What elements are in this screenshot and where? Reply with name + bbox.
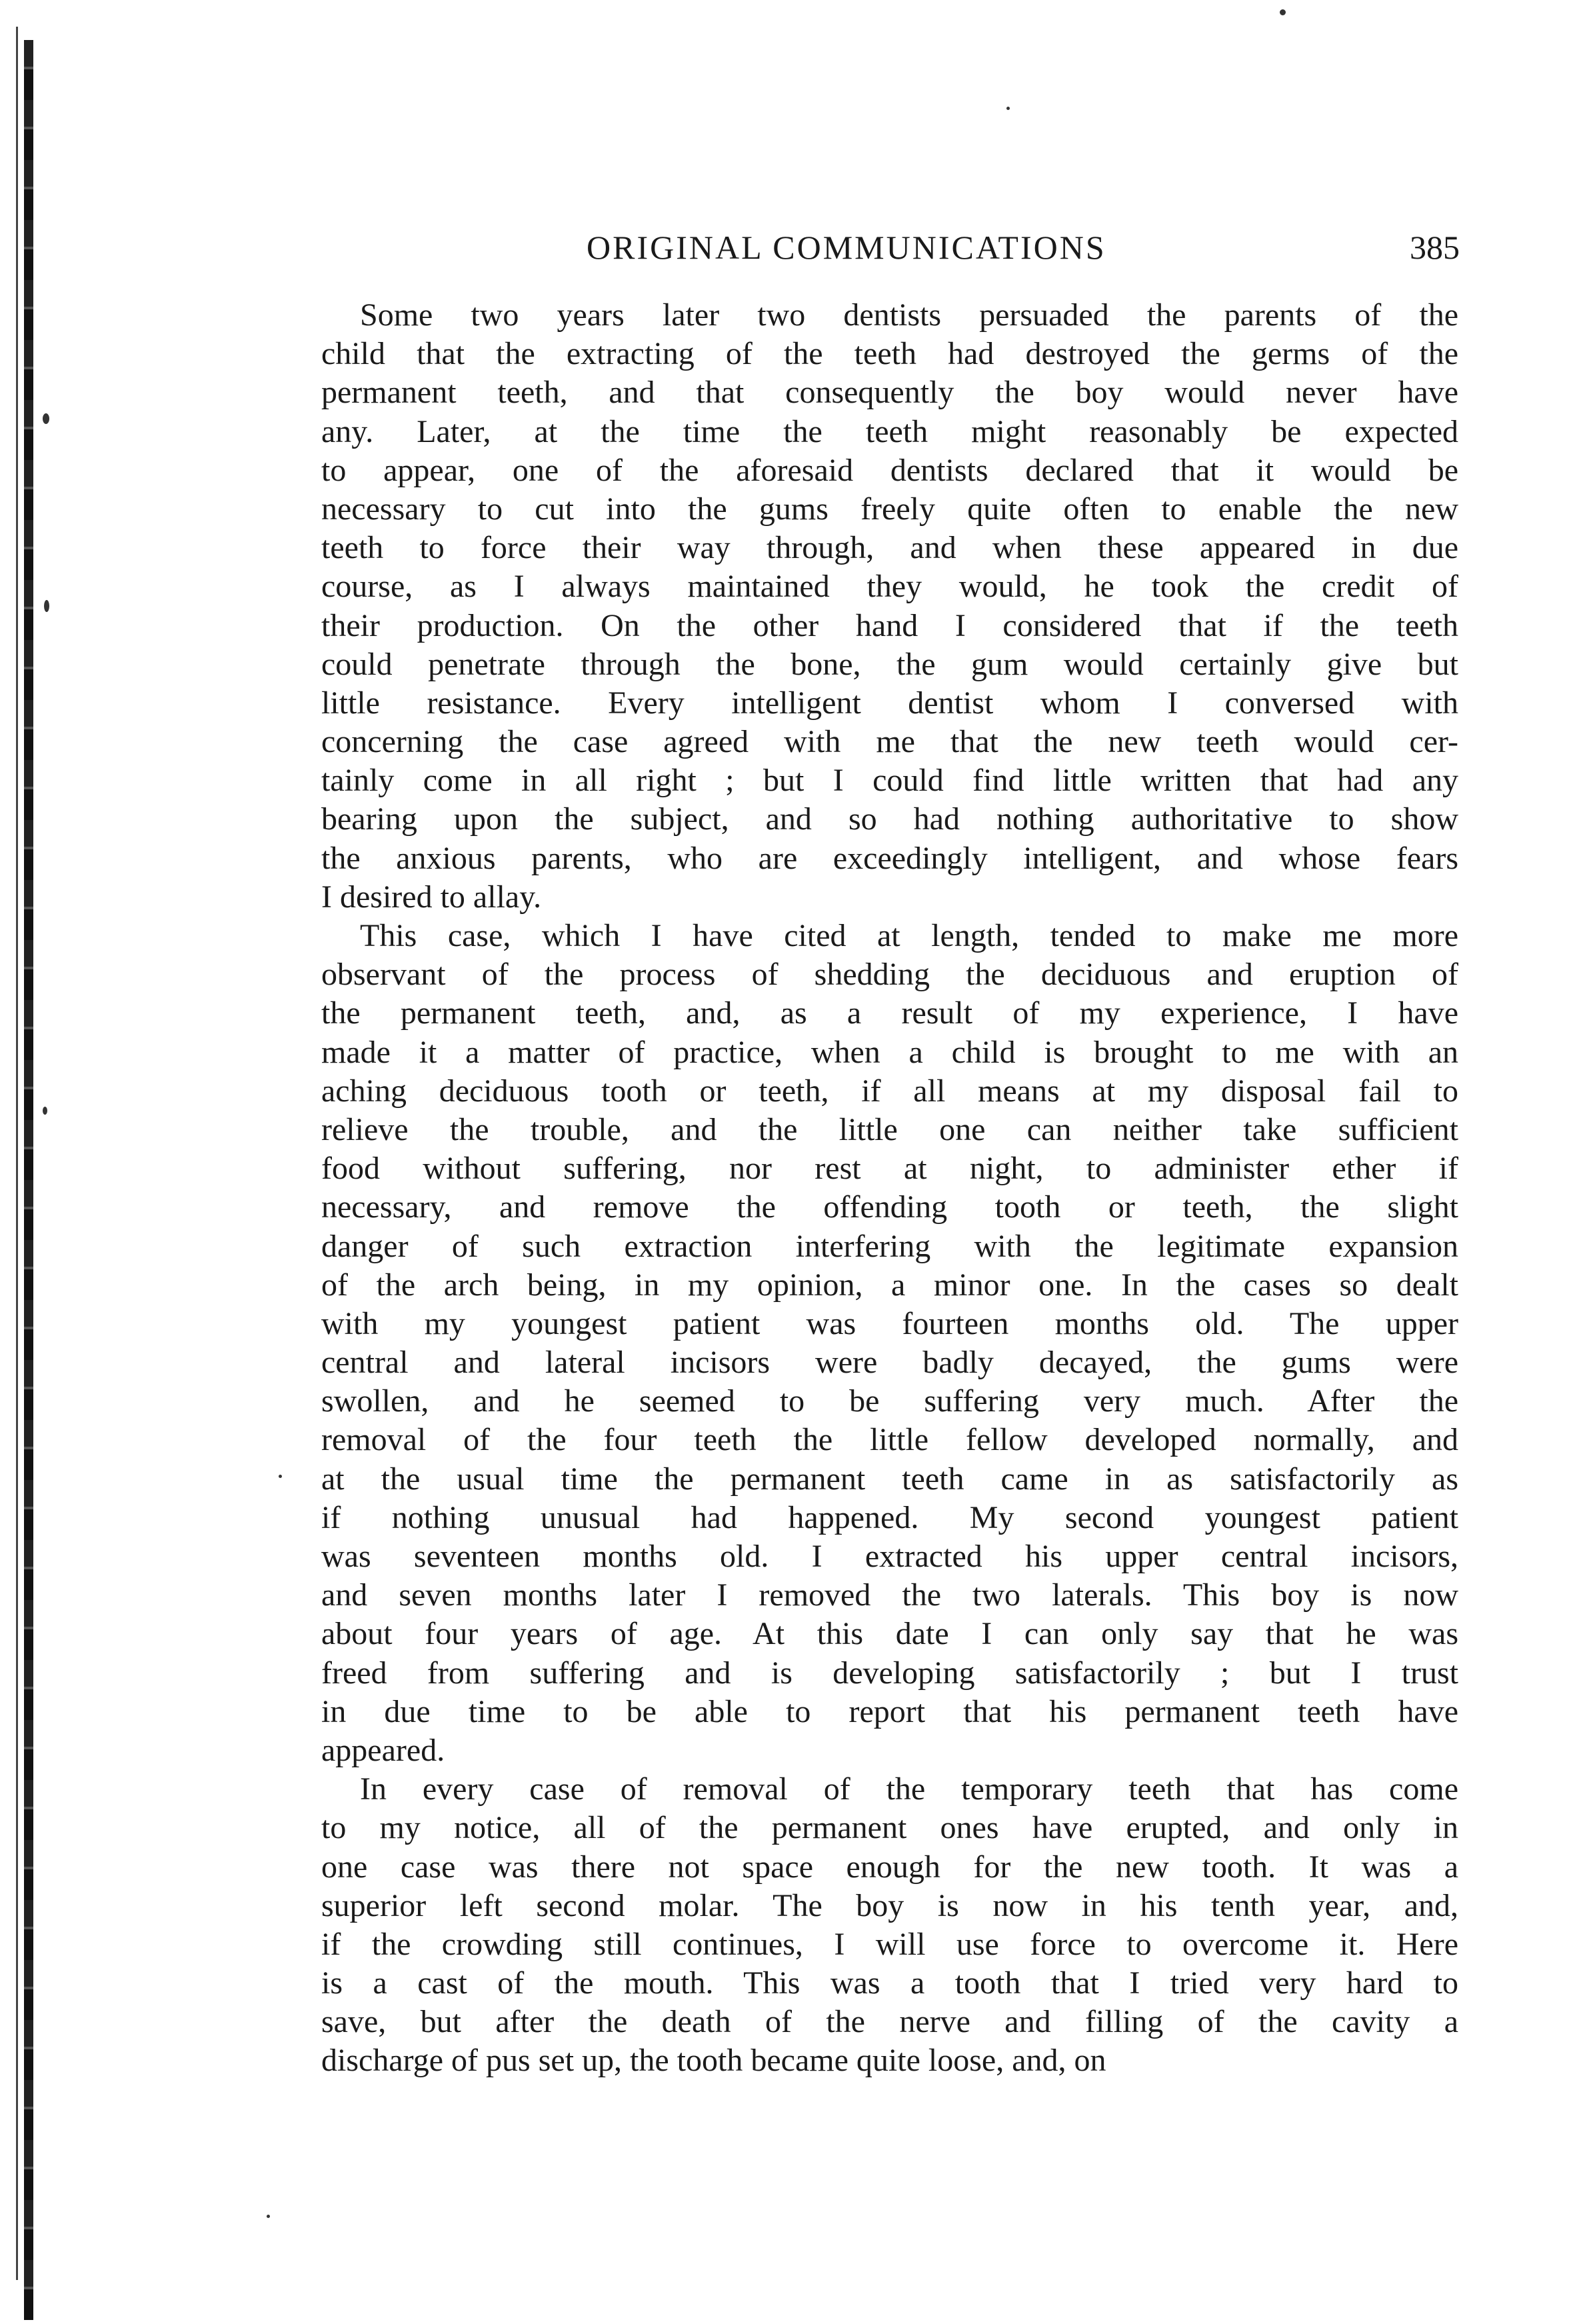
body-text <box>321 296 1458 2081</box>
scan-speck <box>1280 9 1286 15</box>
running-head <box>320 228 1460 271</box>
binding-edge <box>0 0 40 2324</box>
scan-speck <box>43 413 49 424</box>
binding-edge-thin-line <box>16 27 18 2280</box>
text-line: their production. On the other hand I considered that if the teeth <box>321 607 1458 643</box>
text-line: permanent teeth, and that consequently the boy would never have <box>321 375 1458 411</box>
paragraph <box>321 1770 1458 2081</box>
text-line: the permanent teeth, and, as a result of my experience, I have <box>321 995 1458 1031</box>
text-line: little resistance. Every intelligent dentist whom I conversed with <box>321 685 1458 721</box>
text-line: This case, which I have cited at length, tended to make me more <box>360 918 1458 953</box>
binding-edge-dark-line <box>24 40 33 2320</box>
text-line: was seventeen months old. I extracted his upper central incisors, <box>321 1539 1458 1574</box>
text-line: necessary, and remove the offending tooth or teeth, the slight <box>321 1189 1458 1225</box>
text-line: to my notice, all of the permanent ones have erupted, and only in <box>321 1810 1458 1846</box>
running-head-title: ORIGINAL COMMUNICATIONS <box>587 229 1106 266</box>
text-line: removal of the four teeth the little fellow developed normally, and <box>321 1422 1458 1458</box>
text-line: in due time to be able to report that his permanent teeth have <box>321 1693 1458 1729</box>
text-line: course, as I always maintained they would, he took the credit of <box>321 569 1458 605</box>
paragraph <box>321 296 1458 917</box>
paragraph <box>321 917 1458 1770</box>
text-line: discharge of pus set up, the tooth became quite loose, and, on <box>321 2043 1106 2079</box>
text-line: Some two years later two dentists persuaded the parents of the <box>360 297 1458 333</box>
text-line: observant of the process of shedding the deciduous and eruption of <box>321 957 1458 993</box>
text-line: with my youngest patient was fourteen months old. The upper <box>321 1305 1458 1341</box>
text-line: save, but after the death of the nerve and filling of the cavity a <box>321 2004 1458 2040</box>
text-line: child that the extracting of the teeth had destroyed the germs of the <box>321 336 1458 372</box>
text-line: about four years of age. At this date I can only say that he was <box>321 1616 1458 1652</box>
text-line: of the arch being, in my opinion, a minor one. In the cases so dealt <box>321 1267 1458 1303</box>
text-line: could penetrate through the bone, the gum would certainly give but <box>321 646 1458 682</box>
text-line: food without suffering, nor rest at night, to administer ether if <box>321 1151 1458 1187</box>
text-line: In every case of removal of the temporary teeth that has come <box>360 1771 1458 1807</box>
text-line: tainly come in all right ; but I could find little written that had any <box>321 763 1458 799</box>
text-line: teeth to force their way through, and when these appeared in due <box>321 530 1458 566</box>
page-number: 385 <box>1410 229 1460 266</box>
text-line: appeared. <box>321 1732 445 1768</box>
text-line: any. Later, at the time the teeth might reasonably be expected <box>321 413 1458 449</box>
scan-speck <box>267 2215 270 2218</box>
text-line: if nothing unusual had happened. My second youngest patient <box>321 1499 1458 1535</box>
text-line: necessary to cut into the gums freely quite often to enable the new <box>321 491 1458 527</box>
text-line: made it a matter of practice, when a child is brought to me with an <box>321 1034 1458 1070</box>
scan-speck <box>44 600 49 612</box>
text-line: superior left second molar. The boy is now in his tenth year, and, <box>321 1887 1458 1923</box>
text-line: one case was there not space enough for the new tooth. It was a <box>321 1849 1458 1885</box>
text-line: the anxious parents, who are exceedingly intelligent, and whose fears <box>321 840 1458 876</box>
text-line: freed from suffering and is developing satisfactorily ; but I trust <box>321 1655 1458 1691</box>
text-line: swollen, and he seemed to be suffering very much. After the <box>321 1383 1458 1419</box>
text-line: danger of such extraction interfering with the legitimate expansion <box>321 1228 1458 1264</box>
text-line: aching deciduous tooth or teeth, if all means at my disposal fail to <box>321 1073 1458 1109</box>
text-line: to appear, one of the aforesaid dentists declared that it would be <box>321 452 1458 488</box>
text-line: is a cast of the mouth. This was a tooth that I tried very hard to <box>321 1965 1458 2001</box>
text-line: and seven months later I removed the two laterals. This boy is now <box>321 1577 1458 1613</box>
text-line: at the usual time the permanent teeth came in as satisfactorily as <box>321 1461 1458 1497</box>
scan-speck <box>279 1475 282 1478</box>
scan-speck <box>43 1107 47 1115</box>
text-line: if the crowding still continues, I will use force to overcome it. Here <box>321 1926 1458 1962</box>
text-line: bearing upon the subject, and so had nothing authoritative to show <box>321 801 1458 837</box>
text-line: central and lateral incisors were badly decayed, the gums were <box>321 1345 1458 1381</box>
scan-speck <box>1006 107 1010 110</box>
text-line: concerning the case agreed with me that the new teeth would cer- <box>321 724 1458 760</box>
text-line: I desired to allay. <box>321 879 542 915</box>
text-line: relieve the trouble, and the little one can neither take sufficient <box>321 1111 1458 1147</box>
